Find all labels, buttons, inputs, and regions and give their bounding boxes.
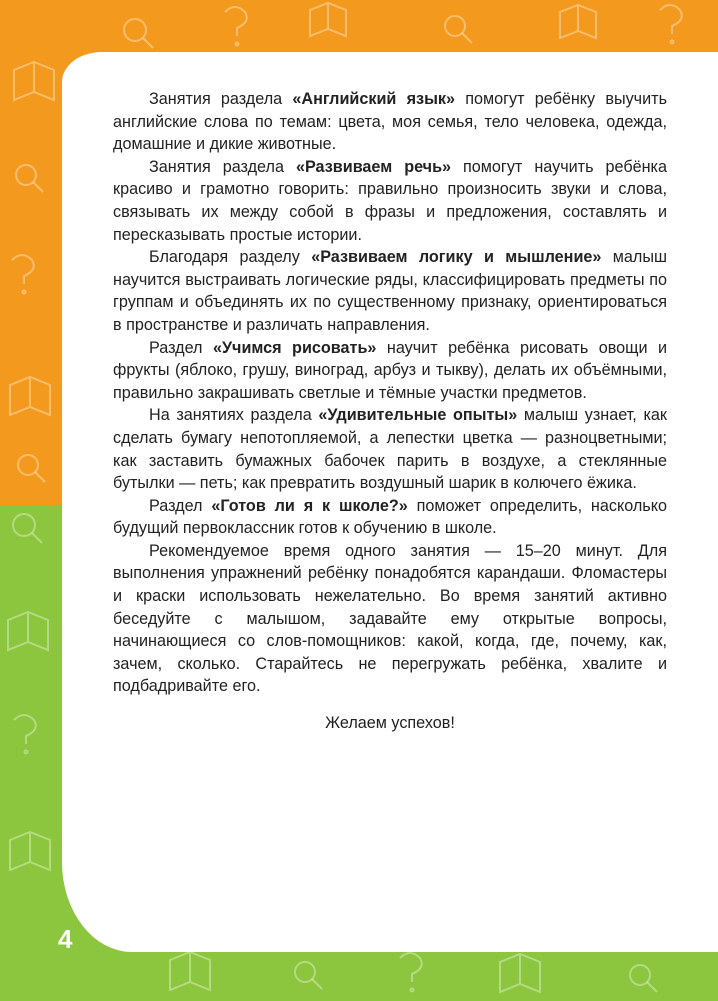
question-mark-icon <box>225 7 247 46</box>
paragraph-logic: Благодаря разделу «Развиваем логику и мышление» малыш научится выстраивать логические ряды, классифицировать предметы по группам и объединять их по существенному признаку, ориентироваться в пространстве и различать направления. <box>113 248 667 334</box>
magnifier-icon <box>18 455 45 482</box>
article-body <box>113 88 667 735</box>
open-book-icon <box>14 62 54 100</box>
open-book-icon <box>8 612 48 650</box>
open-book-icon <box>10 832 50 870</box>
question-mark-icon <box>12 255 34 294</box>
page-number: 4 <box>58 924 73 954</box>
open-book-icon <box>10 377 50 415</box>
magnifier-icon <box>16 165 43 192</box>
magnifier-icon <box>295 962 322 989</box>
section-title: «Английский язык» <box>292 90 456 108</box>
question-mark-icon <box>14 715 36 754</box>
section-title: «Готов ли я к школе?» <box>211 496 408 515</box>
magnifier-icon <box>13 514 42 543</box>
paragraph-school: Раздел «Готов ли я к школе?» поможет определить, насколько будущий первоклассник готов к обучению в школе. <box>113 496 668 538</box>
open-book-icon <box>170 952 210 990</box>
section-title: «Развиваем логику и мышление» <box>311 248 602 267</box>
magnifier-icon <box>124 19 153 48</box>
open-book-icon <box>560 5 596 38</box>
question-mark-icon <box>660 5 682 44</box>
paragraph-drawing: Раздел «Учимся рисовать» научит ребёнка рисовать овощи и фрукты (яблоко, грушу, виноград, арбуз и тыкву), делать их объёмными, правильно закрашивать светлые и тёмные участки предметов. <box>113 338 668 402</box>
closing-wish: Желаем успехов! <box>325 714 455 733</box>
open-book-icon <box>310 3 346 36</box>
section-title: «Учимся рисовать» <box>212 338 377 357</box>
paragraph-recommendations: Рекомендуемое время одного занятия — 15–20 минут. Для выполнения упражнений ребёнку понадобятся карандаши. Фломастеры и краски использовать нежелательно. Во время занятий активно беседуйте с малышом, задавайте ему открытые вопросы, начинающиеся со слов-помощников: какой, когда, где, почему, как, зачем, сколько. Старайтесь не перегружать ребёнка, хвалите и подбадривайте его. <box>113 541 667 696</box>
paragraph-speech: Занятия раздела «Развиваем речь» помогут научить ребёнка красиво и грамотно говорить: правильно произносить звуки и слова, связывать их между собой в фразы и предложения, составлять и пересказывать простые истории. <box>113 157 667 244</box>
section-title: «Развиваем речь» <box>295 157 452 176</box>
magnifier-icon <box>630 965 657 992</box>
section-title: «Удивительные опыты» <box>318 406 518 425</box>
magnifier-icon <box>445 16 472 43</box>
paragraph-english: Занятия раздела «Английский язык» помогут ребёнку выучить английские слова по темам: цвета, моя семья, тело человека, одежда, домашние и дикие животные. <box>113 90 667 154</box>
open-book-icon <box>500 954 540 992</box>
question-mark-icon <box>400 953 422 992</box>
paragraph-experiments: На занятиях раздела «Удивительные опыты» малыш узнает, как сделать бумагу непотопляемой, а лепестки цветка — разноцветными; как заставить бумажных бабочек парить в воздухе, а стеклянные бутылки — петь; как превратить воздушный шарик в колючего ёжика. <box>113 406 667 493</box>
